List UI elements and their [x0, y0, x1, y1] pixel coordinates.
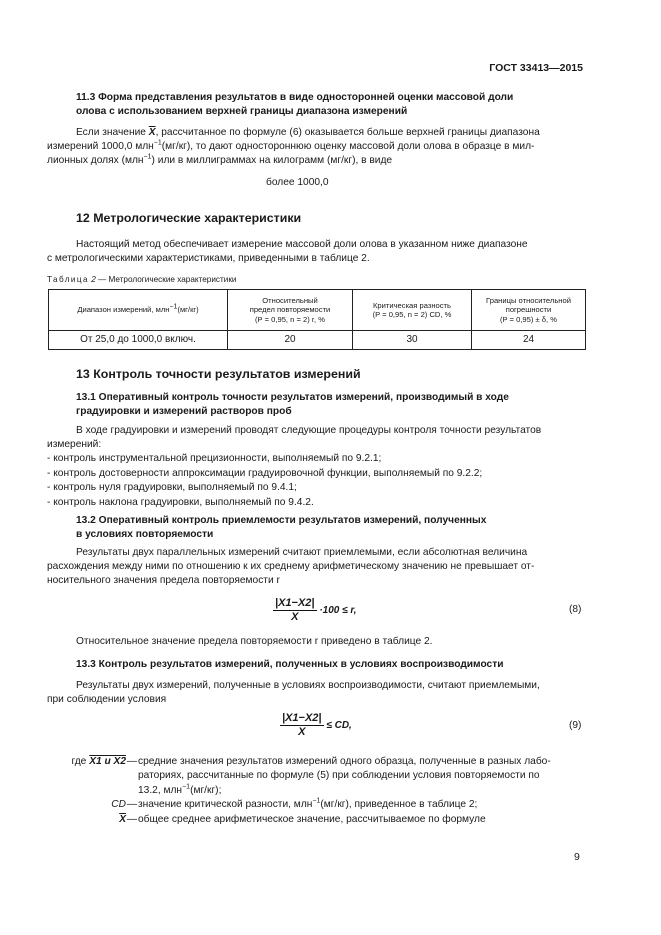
result-value: более 1000,0 [266, 177, 329, 188]
text: измерений 1000,0 млн [47, 141, 154, 152]
metrology-table [48, 289, 586, 350]
section-13-1-list [47, 438, 555, 510]
list-item: - контроль наклона градуировки, выполняемый по 9.4.2. [47, 496, 314, 508]
text: лионных долях (млн [47, 155, 144, 167]
section-13-1-title-line1: 13.1 Оперативный контроль точности результатов измерений, производимый в ходе [76, 392, 509, 403]
section-13-3 [76, 658, 584, 672]
paragraph-line: измерений: [47, 439, 102, 450]
definition-symbol [47, 755, 126, 798]
paragraph-line: Настоящий метод обеспечивает измерение массовой доли олова в указанном ниже диапазоне [76, 239, 528, 250]
section-11-3-paragraph [76, 126, 584, 140]
table-cell: 20 [228, 331, 353, 350]
section-13-2-paragraph [76, 546, 584, 560]
header-critical-difference [353, 290, 472, 331]
text: предел повторяемости [249, 305, 331, 315]
definition-symbol [47, 813, 126, 827]
text: Границы относительной [486, 295, 571, 305]
section-13-1-title-line2: градуировки и измерений растворов проб [76, 406, 292, 418]
section-12-paragraph-cont [47, 252, 555, 266]
x1-x2-symbols: X1 и X2 [89, 756, 126, 767]
section-12 [76, 211, 584, 225]
table-cell: 30 [353, 331, 472, 350]
section-12-paragraph [76, 238, 584, 252]
x-bar-symbol: $\overline{X}$ [119, 813, 126, 825]
text: (P = 0,95, n = 2) r, % [255, 314, 325, 324]
definition-dash: — [126, 799, 138, 811]
section-13-3-paragraph [76, 679, 584, 693]
section-13-2 [76, 514, 584, 543]
header-range [49, 290, 228, 331]
list-item: - контроль достоверности аппроксимации градуировочной функции, выполняемый по 9.2.2; [47, 467, 483, 479]
definition-row [47, 813, 584, 827]
superscript: −1 [169, 303, 178, 311]
section-13-2-after [76, 635, 584, 649]
paragraph-line: Результаты двух параллельных измерений считают приемлемыми, если абсолютная величина [76, 547, 528, 558]
table-cell: От 25,0 до 1000,0 включ. [49, 331, 228, 350]
paragraph-line: В ходе градуировки и измерений проводят следующие процедуры контроля точности результатов [76, 425, 542, 436]
section-13-3-title: 13.3 Контроль результатов измерений, полученных в условиях воспроизводимости [76, 659, 504, 670]
text: (мг/кг), приведенное в таблице 2; [320, 799, 478, 811]
text: погрешности [505, 305, 552, 315]
section-12-title: 12 Метрологические характеристики [76, 211, 302, 225]
section-11-3-paragraph-cont [47, 140, 584, 169]
table-caption [47, 273, 237, 287]
caption-label: Таблица [47, 275, 89, 284]
x-bar-symbol: $\overline{X}$ [148, 127, 156, 138]
formula-9-number: (9) [569, 720, 582, 731]
text: Критическая разность [372, 300, 451, 310]
superscript: −1 [153, 139, 162, 147]
paragraph-line: носительного значения предела повторяемости r [47, 575, 280, 587]
section-13-1 [76, 391, 584, 420]
formula-tail: ·100 ≤ r, [319, 605, 357, 617]
table-row [49, 331, 586, 350]
definition-text: общее среднее арифметическое значение, рассчитываемое по формуле [138, 813, 486, 825]
formula-8-number: (8) [569, 604, 582, 615]
superscript: −1 [143, 154, 152, 162]
definition-row [47, 798, 584, 812]
section-11-3 [76, 91, 584, 120]
section-13-2-title-line1: 13.2 Оперативный контроль приемлемости результатов измерений, полученных [76, 515, 487, 526]
text: Диапазон измерений, млн [77, 305, 170, 315]
caption-number: 2 [91, 275, 96, 284]
definition-row [47, 755, 584, 798]
list-item: - контроль нуля градуировки, выполняемый по 9.4.1; [47, 482, 297, 494]
text: ) или в миллиграммах на килограмм (мг/кг), в виде [151, 155, 393, 167]
definition-dash: — [126, 813, 138, 825]
text: Если значение [76, 127, 146, 138]
standard-number: ГОСТ 33413—2015 [489, 62, 583, 74]
definitions [47, 755, 584, 827]
procedure-list [47, 452, 555, 510]
text-line [138, 784, 584, 798]
where-word: где [71, 756, 87, 767]
list-item: - контроль инструментальной прецизионности, выполняемый по 9.2.1; [47, 453, 382, 465]
text: 13.2, млн [138, 784, 183, 796]
paragraph-line [47, 154, 584, 168]
text: средние значения результатов измерений одного образца, полученные в разных лабо- [138, 756, 551, 767]
section-13-2-paragraph-cont [47, 560, 584, 589]
section-13-1-paragraph [76, 424, 584, 438]
paragraph-line: Результаты двух измерений, полученные в условиях воспроизводимости, считают приемлемыми, [76, 680, 540, 691]
text: , рассчитанное по формуле (6) оказывается больше верхней границы диапазона [155, 127, 540, 138]
header-error-bounds [472, 290, 586, 331]
table-cell: 24 [472, 331, 586, 350]
text: (P = 0,95) ± δ, % [499, 314, 557, 324]
paragraph-line: расхождения между ними по отношению к их среднему арифметическому значению не превышает от- [47, 561, 535, 572]
definition-dash: — [126, 756, 138, 767]
paragraph-line: с метрологическими характеристиками, приведенными в таблице 2. [47, 253, 370, 264]
formula-9 [280, 712, 352, 739]
text: значение критической разности, млн [138, 799, 313, 811]
section-11-3-title-line1: 11.3 Форма представления результатов в виде односторонней оценки массовой доли [76, 92, 514, 103]
paragraph-line: Относительное значение предела повторяемости r приведено в таблице 2. [76, 636, 433, 647]
table-header-row [49, 290, 586, 331]
text: раториях, рассчитанные по формуле (5) при соблюдении условия повторяемости по [138, 770, 540, 782]
section-13 [76, 367, 584, 381]
text: (мг/кг) [177, 305, 199, 315]
formula-9-fraction [280, 712, 324, 739]
definition-text [138, 755, 584, 798]
caption-text: — Метрологические характеристики [98, 275, 237, 284]
section-11-3-title-line2: олова с использованием верхней границы диапазона измерений [76, 106, 408, 118]
section-13-2-title-line2: в условиях повторяемости [76, 529, 214, 541]
text: Относительный [262, 295, 318, 305]
paragraph-line: при соблюдении условия [47, 694, 167, 705]
header-repeatability [228, 290, 353, 331]
superscript: −1 [182, 783, 191, 791]
formula-denominator: X [291, 611, 299, 623]
formula-numerator: |X1−X2| [275, 597, 315, 609]
paragraph-line [76, 126, 584, 140]
definition-symbol: CD [111, 799, 126, 811]
section-13-3-paragraph-cont [47, 693, 555, 707]
formula-denominator: X [298, 726, 306, 738]
formula-tail: ≤ CD, [326, 720, 352, 732]
text: (мг/кг); [190, 784, 222, 796]
text: (P = 0,95, n = 2) CD, % [372, 310, 452, 319]
superscript: −1 [312, 797, 321, 805]
section-13-title: 13 Контроль точности результатов измерений [76, 367, 361, 381]
formula-8-fraction [273, 597, 317, 624]
text: (мг/кг), то дают одностороннюю оценку массовой доли олова в образце в мил- [161, 141, 535, 152]
definition-text [138, 798, 584, 812]
formula-8 [273, 597, 357, 624]
formula-numerator: |X1−X2| [282, 712, 322, 724]
page-number: 9 [574, 851, 580, 863]
paragraph-line [47, 140, 584, 154]
